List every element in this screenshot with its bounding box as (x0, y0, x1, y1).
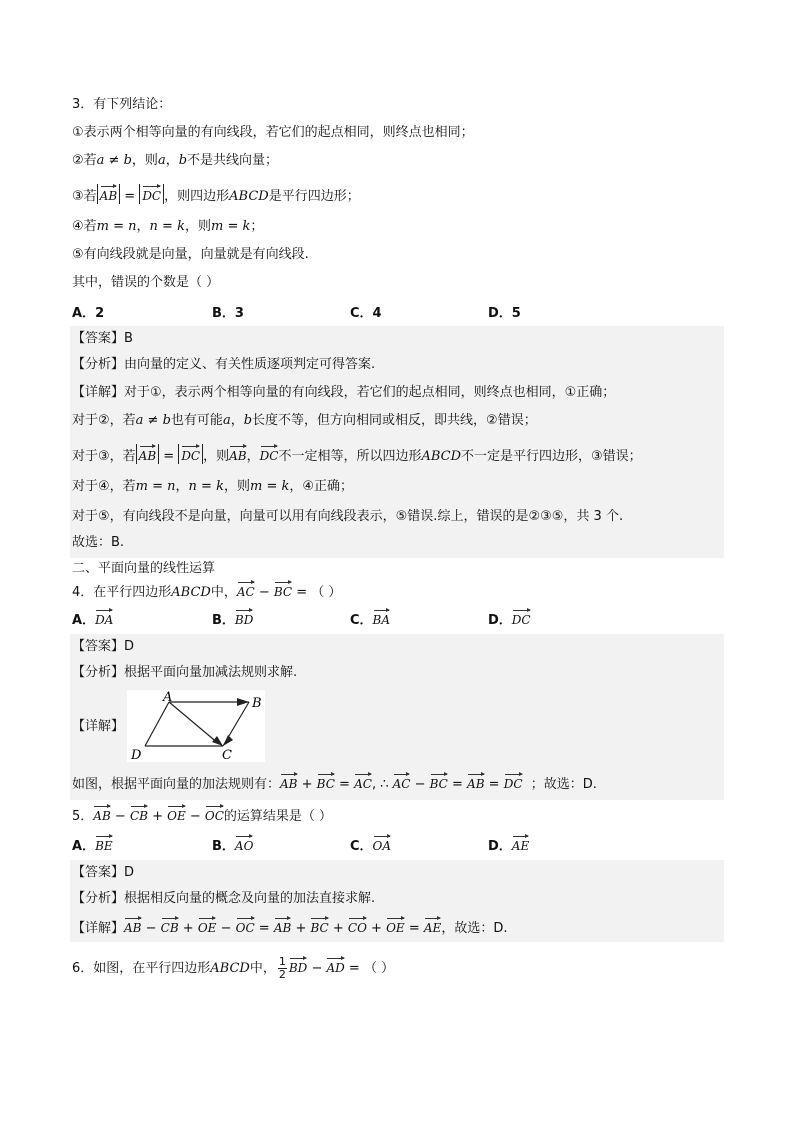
q3-d3-text-b: ，则 (203, 449, 230, 464)
fraction-numerator: 1 (278, 955, 286, 968)
q5-option-a[interactable]: A．BE (72, 834, 113, 854)
q3-answer: 【答案】B (72, 331, 133, 346)
q3-d2-text-b: 也有可能 (170, 413, 223, 428)
q3-s4-text: ④若 (72, 219, 97, 234)
q3-s3-text-d: 是平行四边形； (268, 189, 360, 204)
q3-s3-quad: ABCD (229, 189, 269, 204)
q3-d2-text-d: 长度不等，但方向相同或相反，即共线，②错误； (252, 413, 537, 428)
q4-text-c: 中， (210, 585, 237, 600)
q3-statement-5: ⑤有向线段就是向量，向量就是有向线段. (72, 247, 309, 262)
q3-d2-text: 对于②，若 (72, 413, 136, 428)
q5-question: 5．AB − CB + OE − OC的运算结果是（ ） (72, 804, 332, 826)
q6-text-d: （ ） (363, 961, 395, 976)
q3-d4-text-d: ，④正确； (289, 479, 354, 494)
q3-d2-text-c: ， (230, 413, 244, 428)
q3-d4-text: 对于④，若 (72, 479, 136, 494)
vertex-label-c: C (222, 748, 232, 762)
q5-options (72, 834, 692, 852)
q4-detail-label: 【详解】 (72, 719, 125, 734)
q3-statement-4: ④若m = n，n = k，则m = k； (72, 219, 264, 234)
q3-s2-text-d: 不是共线向量； (187, 153, 279, 168)
q5-text-a: 5． (72, 809, 94, 824)
vertex-label-d: D (131, 748, 142, 762)
q6-text-a: 6．如图，在平行四边形 (72, 961, 211, 976)
q3-detail-3: 对于③，若 AB = DC ，则AB，DC不一定相等，所以四边形ABCD不一定是平行四边形，③错误； (72, 444, 642, 466)
q3-s4-text-d: ； (250, 219, 264, 234)
q4-option-d[interactable]: D．DC (488, 608, 531, 628)
q3-title: 3．有下列结论： (72, 97, 172, 112)
q3-detail-5: 对于⑤，有向线段不是向量，向量可以用有向线段表示，⑤错误.综上，错误的是②③⑤，共 3 个. (72, 509, 624, 524)
q3-d4-text-c: ，则 (223, 479, 250, 494)
q5-det-text-b: ，故选：D. (441, 921, 508, 936)
q3-statement-2: ②若a ≠ b，则a，b不是共线向量； (72, 153, 279, 168)
q4-ex-text: 如图，根据平面向量的加法规则有： (72, 777, 281, 792)
section-heading: 二、平面向量的线性运算 (72, 561, 216, 576)
q3-s3-text-b: ，则四边形 (164, 189, 230, 204)
q6-text-c: 中， (249, 961, 276, 976)
q3-statement-3: ③若 AB = DC ，则四边形ABCD是平行四边形； (72, 184, 360, 206)
q3-option-a[interactable]: A．2 (72, 306, 105, 321)
q3-detail-4: 对于④，若m = n，n = k，则m = k，④正确； (72, 479, 354, 494)
q6-quad: ABCD (210, 961, 250, 976)
fraction-one-half (278, 956, 287, 981)
q4-option-a[interactable]: A．DA (72, 608, 113, 628)
q3-statement-1: ①表示两个相等向量的有向线段，若它们的起点相同，则终点也相同； (72, 125, 474, 140)
q5-answer: 【答案】D (72, 865, 135, 880)
q5-option-c[interactable]: C．OA (350, 834, 391, 854)
vertex-label-b: B (252, 696, 262, 711)
q4-analysis: 【分析】根据平面向量加减法规则求解. (72, 665, 298, 680)
q3-analysis: 【分析】由向量的定义、有关性质逐项判定可得答案. (72, 357, 376, 372)
q3-d3-text-f: 不一定是平行四边形，③错误； (461, 449, 642, 464)
q5-text-b: 的运算结果是（ ） (223, 809, 333, 824)
q3-s4-text-c: ，则 (184, 219, 211, 234)
q4-option-c[interactable]: C．BA (350, 608, 390, 628)
q4-answer: 【答案】D (72, 639, 135, 654)
q4-option-b[interactable]: B．BD (212, 608, 253, 628)
q5-detail: 【详解】AB − CB + OE − OC = AB + BC + CO + OE = AE，故选：D. (72, 916, 507, 938)
q3-d3-text-c: ， (246, 449, 260, 464)
q3-options (72, 302, 692, 320)
q5-option-d[interactable]: D．AE (488, 834, 529, 854)
q3-question: 其中，错误的个数是（ ） (72, 275, 220, 290)
q6-question: 6．如图，在平行四边形ABCD中， $\frac{1}{2}$ BD − AD = （ ） (72, 955, 395, 981)
vertex-label-a: A (163, 690, 173, 705)
q3-detail-2: 对于②，若a ≠ b也有可能a，b长度不等，但方向相同或相反，即共线，②错误； (72, 413, 537, 428)
q4-explanation: 如图，根据平面向量的加法规则有：AB + BC = AC, ∴ AC − BC = AB = DC ；故选：D. (72, 772, 597, 794)
q3-s2-text: ②若 (72, 153, 97, 168)
q3-s3-text: ③若 (72, 189, 97, 204)
q5-det-label: 【详解】 (72, 921, 125, 936)
q3-d3-text-d: 不一定相等，所以四边形 (278, 449, 422, 464)
q4-question: 4．在平行四边形ABCD中，AC − BC = （ ） (72, 580, 341, 602)
q3-d3-text: 对于③，若 (72, 449, 136, 464)
q3-s2-text-b: ，则 (131, 153, 158, 168)
q3-choice: 故选：B. (72, 535, 125, 550)
parallelogram-figure (127, 690, 265, 762)
q3-d3-quad: ABCD (421, 449, 462, 464)
q4-quad: ABCD (171, 585, 211, 600)
q3-detail-1: 【详解】对于①，表示两个相等向量的有向线段，若它们的起点相同，则终点也相同，①正确； (72, 385, 616, 400)
q4-text-a: 4．在平行四边形 (72, 585, 172, 600)
q5-option-b[interactable]: B．AO (212, 834, 253, 854)
q3-option-d[interactable]: D．5 (488, 306, 521, 321)
q5-analysis: 【分析】根据相反向量的概念及向量的加法直接求解. (72, 891, 376, 906)
q3-d4-text-b: ， (175, 479, 189, 494)
fraction-denominator: 2 (278, 968, 286, 981)
q4-ex-text-b: ；故选：D. (530, 777, 597, 792)
q3-s2-text-c: ， (165, 153, 179, 168)
q3-option-c[interactable]: C．4 (350, 306, 382, 321)
q3-option-b[interactable]: B．3 (212, 306, 244, 321)
q4-options (72, 608, 692, 626)
q3-s4-text-b: ， (136, 219, 150, 234)
q4-text-d: （ ） (311, 585, 342, 600)
